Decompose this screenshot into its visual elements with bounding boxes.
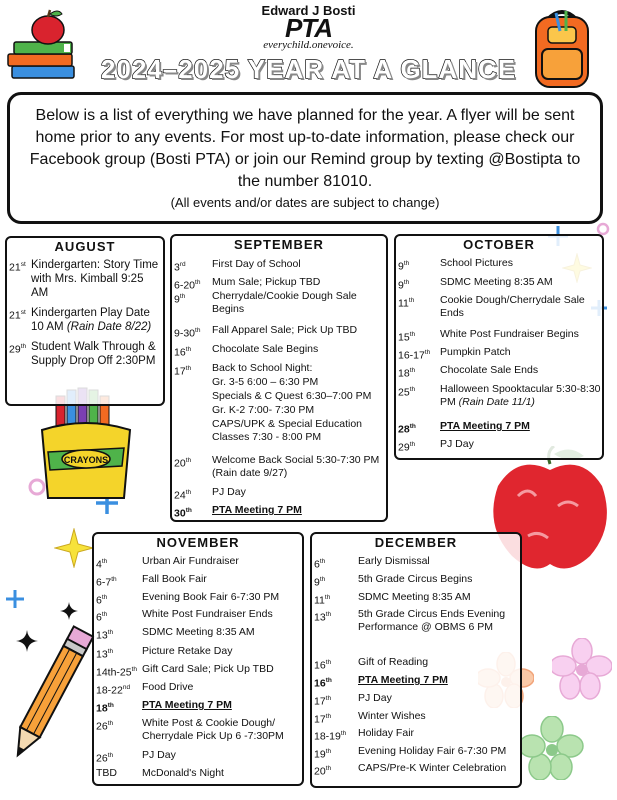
december-title: DECEMBER xyxy=(374,535,458,550)
tagline: everychild.onevoice. xyxy=(263,39,354,51)
school-name: Edward J Bosti xyxy=(261,3,356,18)
sparkle-icon xyxy=(6,590,24,608)
list-item: 21st Kindergarten Play Date 10 AM (Rain Date 8/22) xyxy=(9,307,152,333)
intro-note: (All events and/or dates are subject to change) xyxy=(170,195,440,210)
star-icon xyxy=(54,528,94,568)
pencil-icon xyxy=(2,618,102,768)
crayons-label: CRAYONS xyxy=(63,455,109,465)
apple-books-icon xyxy=(4,8,82,88)
november-title: NOVEMBER xyxy=(156,535,240,550)
flower-icon xyxy=(552,638,612,700)
october-title: OCTOBER xyxy=(463,237,535,252)
backpack-icon xyxy=(526,5,598,91)
flower-icon xyxy=(520,716,584,780)
pta-logo: PTA xyxy=(284,13,333,43)
list-item: 29th Student Walk Through & Supply Drop Off 2:30PM xyxy=(9,341,156,367)
page-title: 2024–2025 YEAR AT A GLANCE xyxy=(100,54,517,84)
september-title: SEPTEMBER xyxy=(234,237,324,252)
intro-box xyxy=(7,92,603,224)
list-item: 21st Kindergarten: Story Time with Mrs. Kimball 9:25 AM xyxy=(9,259,159,299)
intro-text: Below is a list of everything we have planned for the year. A flyer will be sent home prior to any events. For most up-to-date information, please check our Facebook group (Bosti PTA) or join our Remind group by texting @Bostipta to the number 81010. xyxy=(29,107,581,190)
november-panel xyxy=(92,532,304,786)
august-title: AUGUST xyxy=(54,239,116,254)
